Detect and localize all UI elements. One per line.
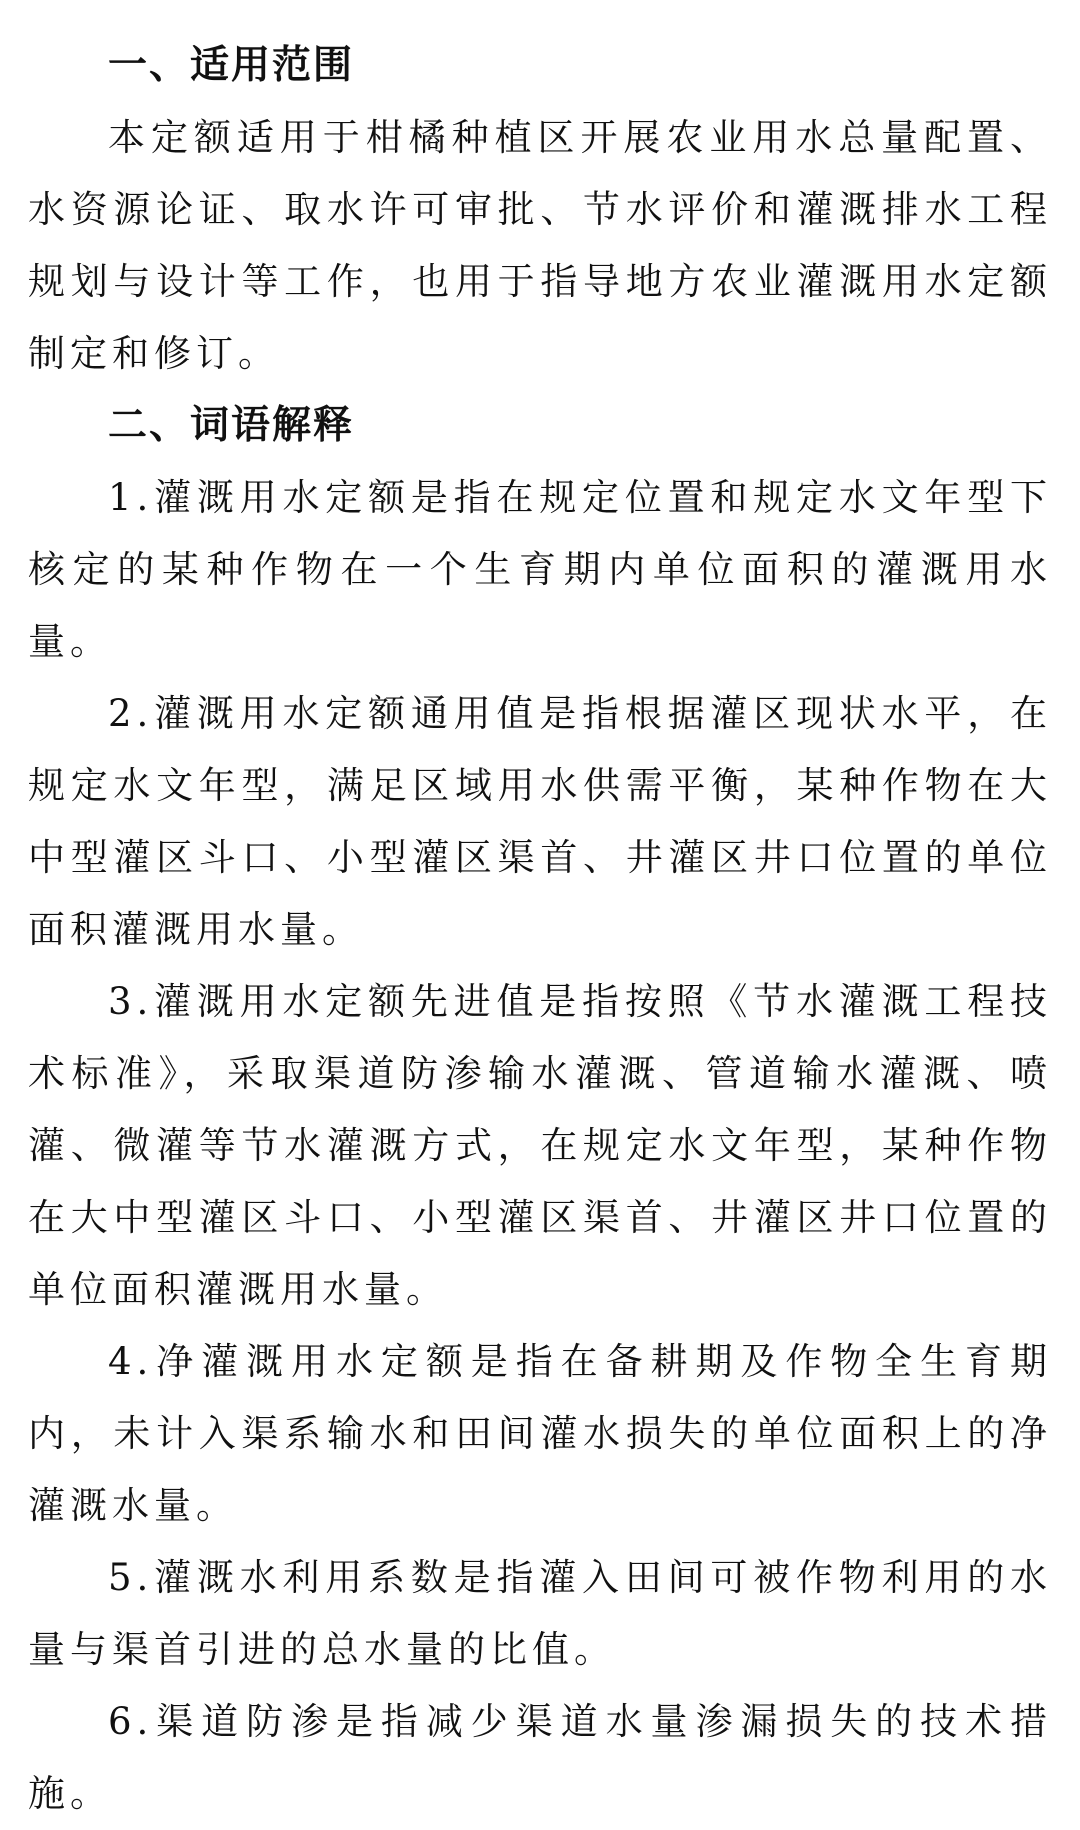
definition-4: 4.净灌溉用水定额是指在备耕期及作物全生育期内，未计入渠系输水和田间灌水损失的单位面积上的净灌溉水量。: [28, 1340, 1052, 1527]
paragraph-scope: 本定额适用于柑橘种植区开展农业用水总量配置、水资源论证、取水许可审批、节水评价和灌溉排水工程规划与设计等工作，也用于指导地方农业灌溉用水定额制定和修订。: [28, 116, 1052, 375]
definition-5: 5.灌溉水利用系数是指灌入田间可被作物利用的水量与渠首引进的总水量的比值。: [28, 1556, 1052, 1671]
definition-6: 6.渠道防渗是指减少渠道水量渗漏损失的技术措施。: [28, 1700, 1052, 1815]
section-heading-definitions: 二、词语解释: [108, 403, 355, 448]
definition-1: 1.灌溉用水定额是指在规定位置和规定水文年型下核定的某种作物在一个生育期内单位面积的灌溉用水量。: [28, 476, 1052, 663]
section-heading-scope: 一、适用范围: [108, 43, 355, 88]
definition-2: 2.灌溉用水定额通用值是指根据灌区现状水平，在规定水文年型，满足区域用水供需平衡，某种作物在大中型灌区斗口、小型灌区渠首、井灌区井口位置的单位面积灌溉用水量。: [28, 692, 1052, 951]
definition-3: 3.灌溉用水定额先进值是指按照《节水灌溉工程技术标准》，采取渠道防渗输水灌溉、管道输水灌溉、喷灌、微灌等节水灌溉方式，在规定水文年型，某种作物在大中型灌区斗口、小型灌区渠首、井灌区井口位置的单位面积灌溉用水量。: [28, 980, 1052, 1311]
